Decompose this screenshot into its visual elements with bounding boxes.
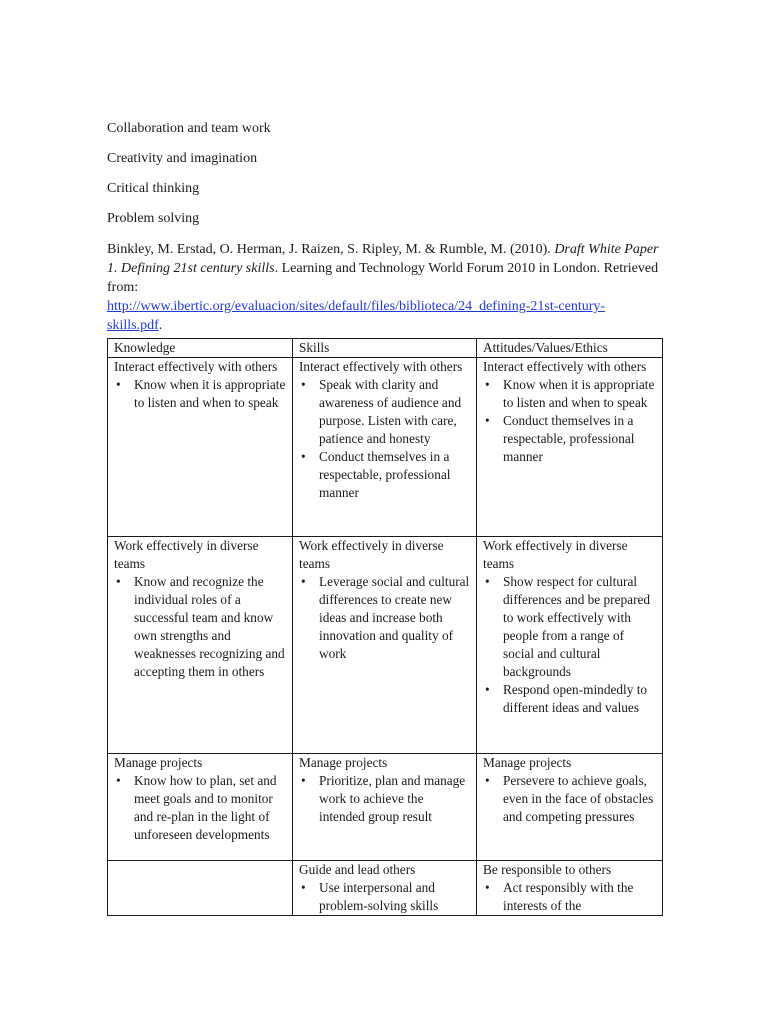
bullet-item — [485, 681, 658, 717]
bullet-list — [299, 376, 472, 502]
bullet-item — [301, 772, 472, 826]
table-row — [108, 358, 663, 537]
bullet-icon: • — [485, 377, 490, 392]
table-cell-skills — [293, 537, 477, 754]
bullet-item — [485, 573, 658, 681]
reference-publisher: . Learning and Technology World Forum 2010 in London. Retrieved from: — [107, 261, 659, 295]
bullet-item — [485, 376, 658, 412]
bullet-list — [483, 772, 658, 826]
bullet-text: Know when it is appropriate to listen and when to speak — [134, 377, 286, 410]
reference-url-link[interactable]: http://www.ibertic.org/evaluacion/sites/default/files/biblioteca/24_defining-21st-century- skills.pdf — [107, 299, 606, 333]
bullet-icon: • — [301, 773, 306, 788]
bullet-text: Prioritize, plan and manage work to achieve the intended group result — [319, 773, 466, 824]
bullet-icon: • — [485, 773, 490, 788]
bullet-list — [483, 573, 658, 717]
bullet-text: Leverage social and cultural differences to create new ideas and increase both innovation and quality of work — [319, 574, 470, 661]
table-cell-attitudes — [477, 537, 663, 754]
bullet-list — [114, 376, 288, 412]
cell-title: Be responsible to others — [483, 862, 612, 877]
bullet-text: Respond open-mindedly to different ideas and values — [503, 682, 648, 715]
cell-title: Interact effectively with others — [114, 359, 278, 374]
bullet-text: Know when it is appropriate to listen and when to speak — [503, 377, 655, 410]
bullet-text: Show respect for cultural differences and be prepared to work effectively with people from a range of social and cultural backgrounds — [503, 574, 651, 679]
table-cell-skills — [293, 358, 477, 537]
reference-authors: Binkley, M. Erstad, O. Herman, J. Raizen, S. Ripley, M. & Rumble, M. (2010). — [107, 242, 551, 257]
bullet-item — [116, 573, 288, 681]
skills-table — [107, 338, 663, 916]
table-cell-skills — [293, 861, 477, 916]
table-cell-attitudes — [477, 754, 663, 861]
table-row — [108, 537, 663, 754]
reference-citation — [107, 240, 667, 335]
table-cell-attitudes — [477, 358, 663, 537]
table-cell-attitudes — [477, 861, 663, 916]
bullet-icon: • — [116, 773, 121, 788]
table-cell-skills — [293, 754, 477, 861]
table-row — [108, 861, 663, 916]
bullet-icon: • — [301, 574, 306, 589]
header-skills: Skills — [293, 339, 477, 358]
bullet-list — [299, 772, 472, 826]
table-row — [108, 754, 663, 861]
cell-title: Interact effectively with others — [483, 359, 647, 374]
table-cell-knowledge — [108, 537, 293, 754]
bullet-icon: • — [485, 682, 490, 697]
bullet-list — [299, 879, 472, 915]
bullet-list — [299, 573, 472, 663]
bullet-item — [485, 772, 658, 826]
cell-title: Work effectively in diverse teams — [114, 538, 259, 571]
bullet-item — [485, 412, 658, 466]
bullet-text: Act responsibly with the interests of the — [503, 880, 634, 913]
bullet-list — [483, 879, 658, 915]
bullet-icon: • — [301, 449, 306, 464]
intro-line-problem-solving: Problem solving — [107, 211, 200, 226]
table-cell-knowledge — [108, 861, 293, 916]
bullet-icon: • — [116, 574, 121, 589]
bullet-text: Conduct themselves in a respectable, professional manner — [503, 413, 635, 464]
bullet-text: Use interpersonal and problem-solving skills — [319, 880, 439, 913]
bullet-icon: • — [485, 413, 490, 428]
cell-title: Manage projects — [299, 755, 388, 770]
reference-url-tail: . — [158, 318, 163, 333]
document-page — [107, 120, 667, 916]
bullet-item — [116, 772, 288, 844]
bullet-icon: • — [116, 377, 121, 392]
bullet-text: Know how to plan, set and meet goals and to monitor and re-plan in the light of unforeseen developments — [134, 773, 277, 842]
bullet-list — [114, 573, 288, 681]
bullet-icon: • — [485, 574, 490, 589]
header-attitudes: Attitudes/Values/Ethics — [477, 339, 663, 358]
bullet-icon: • — [485, 880, 490, 895]
cell-title: Work effectively in diverse teams — [299, 538, 444, 571]
bullet-item — [485, 879, 658, 915]
bullet-item — [301, 573, 472, 663]
bullet-text: Know and recognize the individual roles of a successful team and know own strengths and weaknesses recognizing and accepting them in others — [134, 574, 285, 679]
cell-title: Guide and lead others — [299, 862, 416, 877]
intro-line-creativity: Creativity and imagination — [107, 151, 258, 166]
bullet-item — [301, 448, 472, 502]
bullet-icon: • — [301, 880, 306, 895]
table-cell-knowledge — [108, 754, 293, 861]
cell-title: Manage projects — [114, 755, 203, 770]
bullet-text: Speak with clarity and awareness of audience and purpose. Listen with care, patience and honesty — [319, 377, 462, 446]
bullet-item — [116, 376, 288, 412]
cell-title: Interact effectively with others — [299, 359, 463, 374]
intro-line-critical-thinking: Critical thinking — [107, 181, 200, 196]
bullet-list — [483, 376, 658, 466]
cell-title: Work effectively in diverse teams — [483, 538, 628, 571]
header-knowledge: Knowledge — [108, 339, 293, 358]
bullet-item — [301, 376, 472, 448]
reference-title: Draft White Paper 1. Defining 21st century skills — [107, 242, 659, 276]
cell-title: Manage projects — [483, 755, 572, 770]
bullet-list — [114, 772, 288, 844]
bullet-item — [301, 879, 472, 915]
bullet-icon: • — [301, 377, 306, 392]
bullet-text: Persevere to achieve goals, even in the face of obstacles and competing pressures — [503, 773, 654, 824]
table-cell-knowledge — [108, 358, 293, 537]
table-header-row — [108, 339, 663, 358]
intro-line-collaboration: Collaboration and team work — [107, 121, 271, 136]
bullet-text: Conduct themselves in a respectable, professional manner — [319, 449, 451, 500]
